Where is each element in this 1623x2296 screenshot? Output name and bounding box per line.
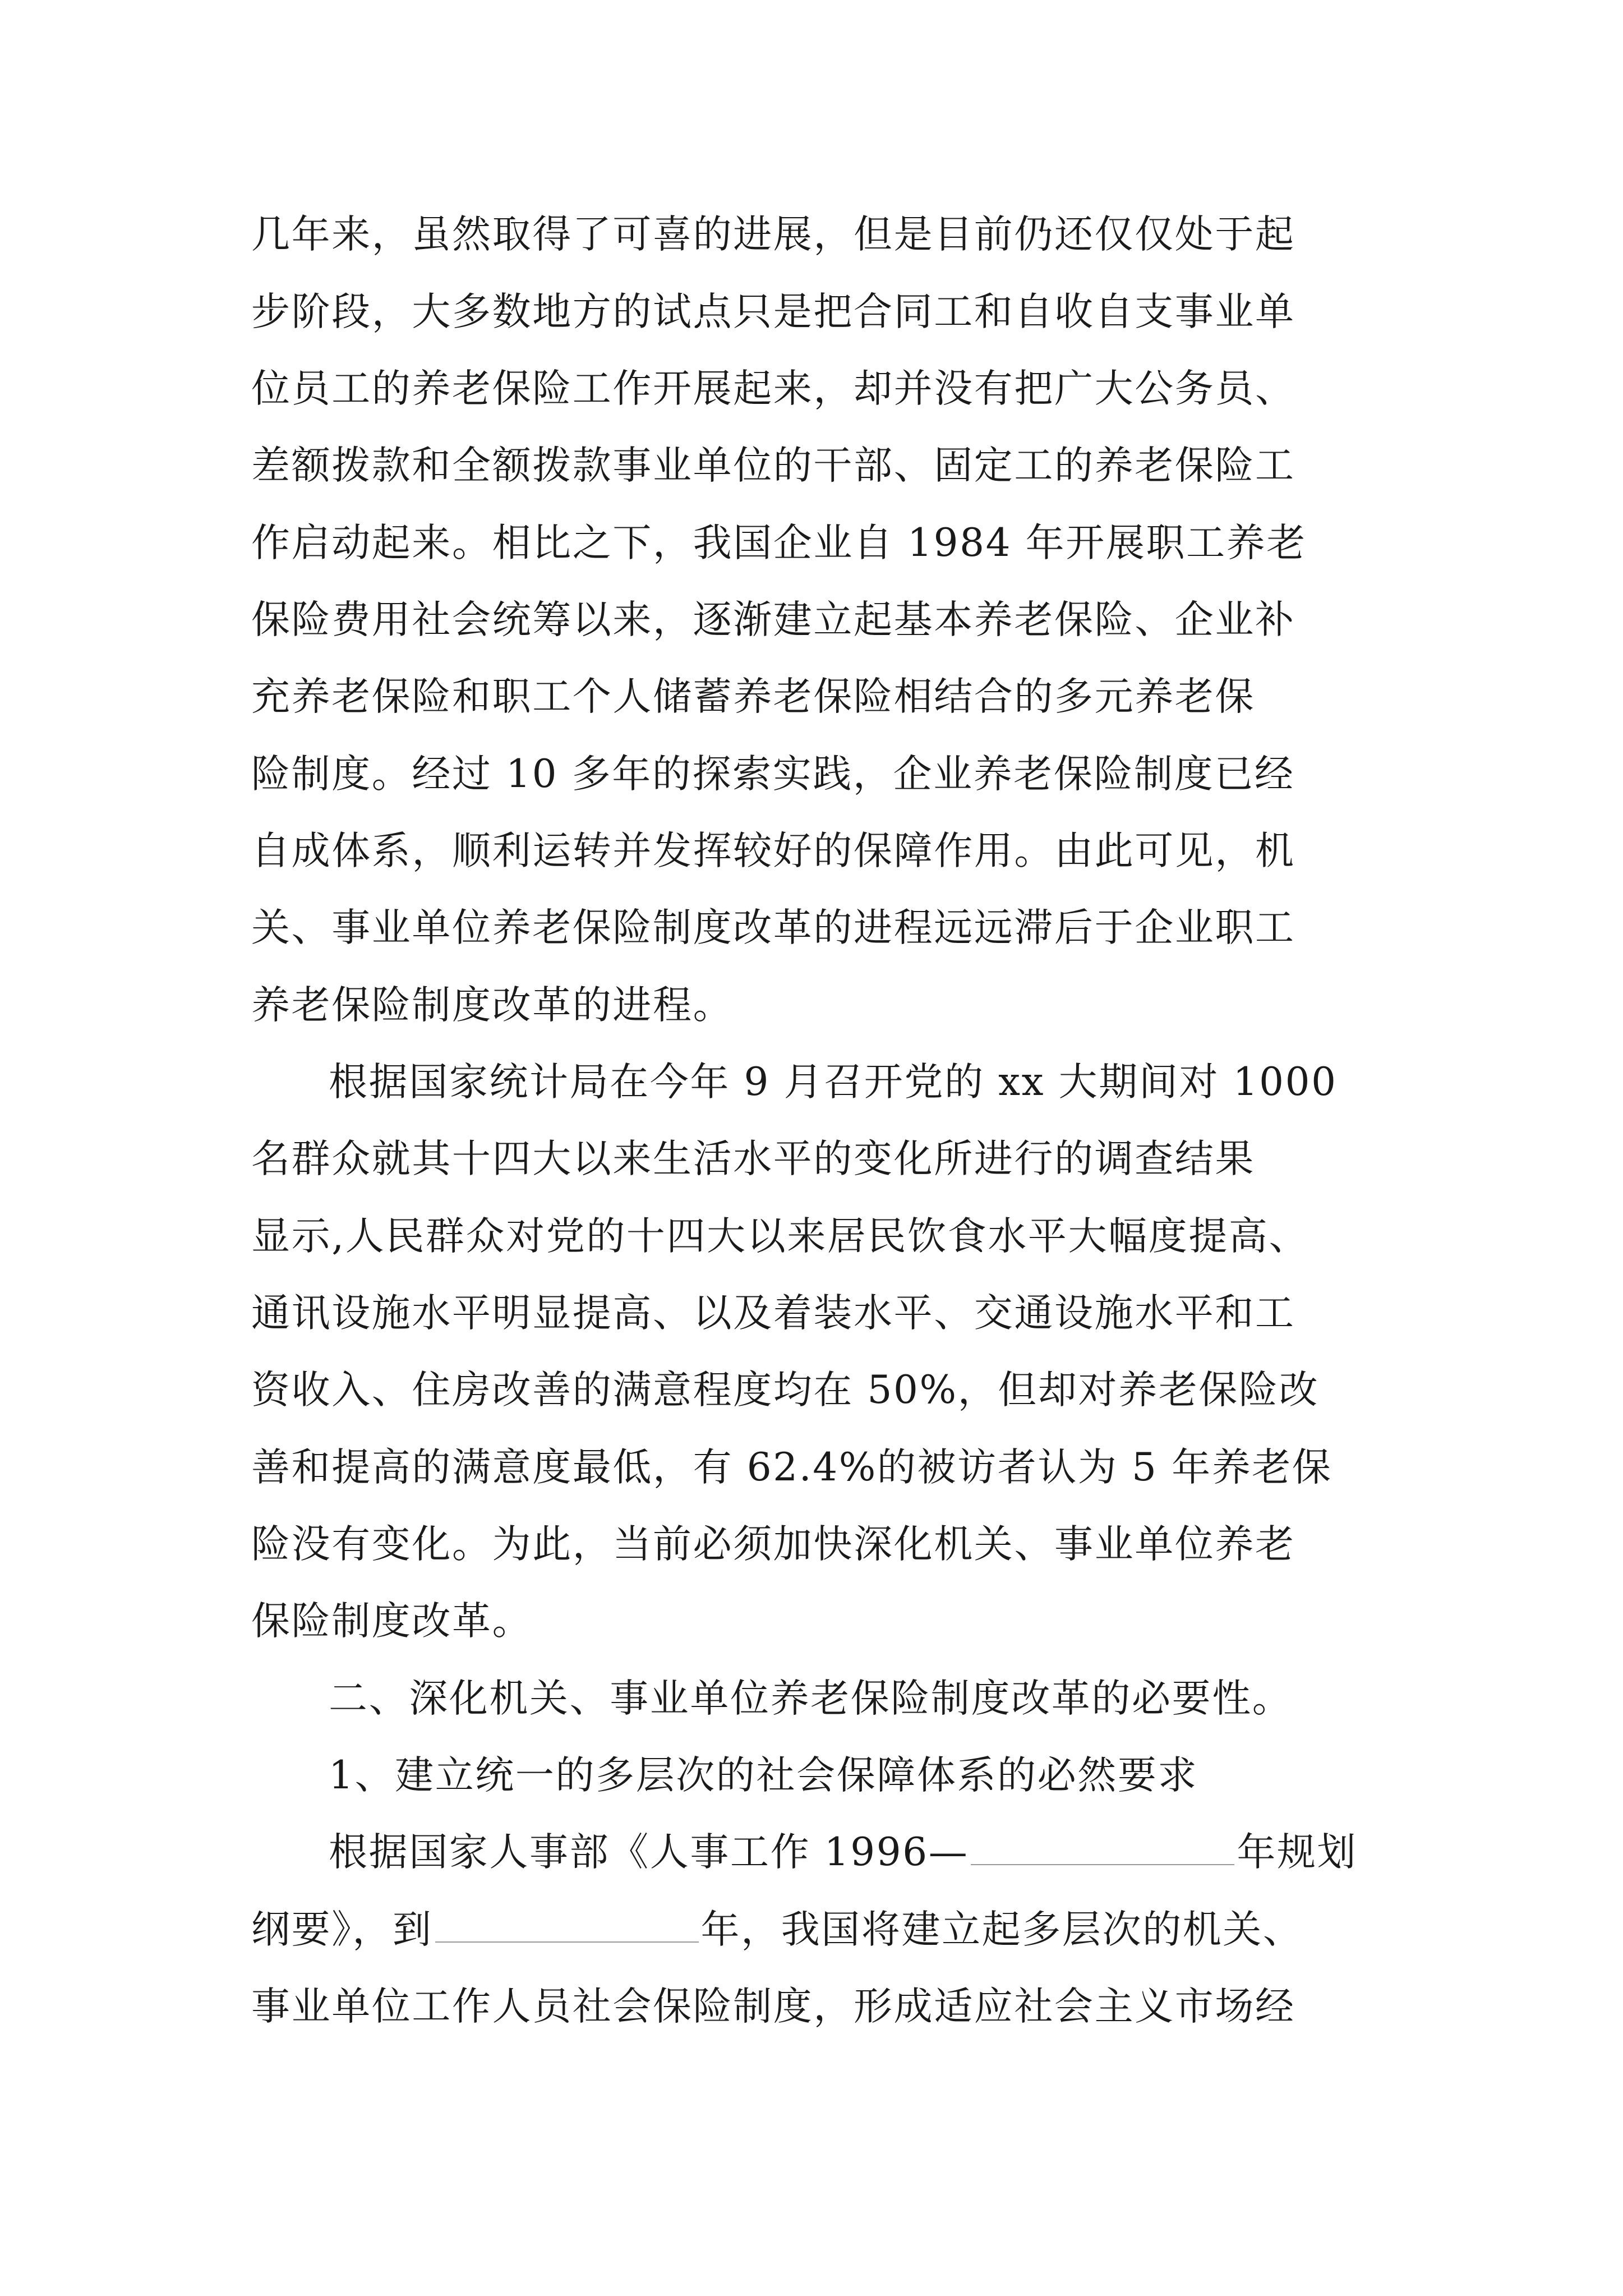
fill-in-blank-underline: [971, 1830, 1234, 1865]
paragraph-2-line-1: 根据国家统计局在今年 9 月召开党的 xx 大期间对 1000: [329, 1060, 1338, 1105]
paragraph-1-line-6: 保险费用社会统筹以来，逐渐建立起基本养老保险、企业补: [251, 597, 1295, 642]
paragraph-3-line-1: [329, 1827, 1357, 1878]
paragraph-2-line-4: 通讯设施水平明显提高、以及着装水平、交通设施水平和工: [251, 1291, 1295, 1336]
paragraph-1-line-9: 自成体系，顺利运转并发挥较好的保障作用。由此可见，机: [251, 829, 1295, 873]
paragraph-3-line-1-text-b: 年规划: [1237, 1830, 1358, 1875]
section-heading: 二、深化机关、事业单位养老保险制度改革的必要性。: [329, 1676, 1293, 1721]
paragraph-1-line-2: 步阶段，大多数地方的试点只是把合同工和自收自支事业单: [251, 289, 1295, 334]
subsection-heading: 1、建立统一的多层次的社会保障体系的必然要求: [329, 1753, 1198, 1798]
paragraph-3-line-2: [251, 1904, 1303, 1955]
paragraph-3-line-1-text-a: 根据国家人事部《人事工作 1996—: [329, 1830, 969, 1875]
paragraph-2-line-2: 名群众就其十四大以来生活水平的变化所进行的调查结果: [251, 1137, 1255, 1181]
paragraph-2-line-8: 保险制度改革。: [251, 1599, 533, 1644]
paragraph-1-line-8: 险制度。经过 10 多年的探索实践，企业养老保险制度已经: [251, 752, 1295, 797]
paragraph-1-line-3: 位员工的养老保险工作开展起来，却并没有把广大公务员、: [251, 366, 1295, 411]
fill-in-blank-underline: [435, 1908, 699, 1943]
paragraph-1-line-5: 作启动起来。相比之下，我国企业自 1984 年开展职工养老: [251, 521, 1307, 565]
paragraph-1-line-4: 差额拨款和全额拨款事业单位的干部、固定工的养老保险工: [251, 443, 1295, 488]
paragraph-1-line-1: 几年来，虽然取得了可喜的进展，但是目前仍还仅仅处于起: [251, 212, 1295, 257]
paragraph-1-line-10: 关、事业单位养老保险制度改革的进程远远滞后于企业职工: [251, 905, 1295, 950]
paragraph-2-line-6: 善和提高的满意度最低，有 62.4%的被访者认为 5 年养老保: [251, 1445, 1332, 1490]
paragraph-3-line-3: 事业单位工作人员社会保险制度，形成适应社会主义市场经: [251, 1984, 1295, 2029]
paragraph-1-line-11: 养老保险制度改革的进程。: [251, 983, 734, 1028]
paragraph-2-line-3: 显示,人民群众对党的十四大以来居民饮食水平大幅度提高、: [251, 1214, 1310, 1259]
paragraph-1-line-7: 充养老保险和职工个人储蓄养老保险相结合的多元养老保: [251, 674, 1255, 719]
paragraph-3-line-2-text-b: 年，我国将建立起多层次的机关、: [700, 1907, 1303, 1952]
paragraph-2-line-7: 险没有变化。为此，当前必须加快深化机关、事业单位养老: [251, 1522, 1295, 1567]
paragraph-2-line-5: 资收入、住房改善的满意程度均在 50%，但却对养老保险改: [251, 1368, 1320, 1412]
paragraph-3-line-2-text-a: 纲要》，到: [251, 1907, 433, 1952]
